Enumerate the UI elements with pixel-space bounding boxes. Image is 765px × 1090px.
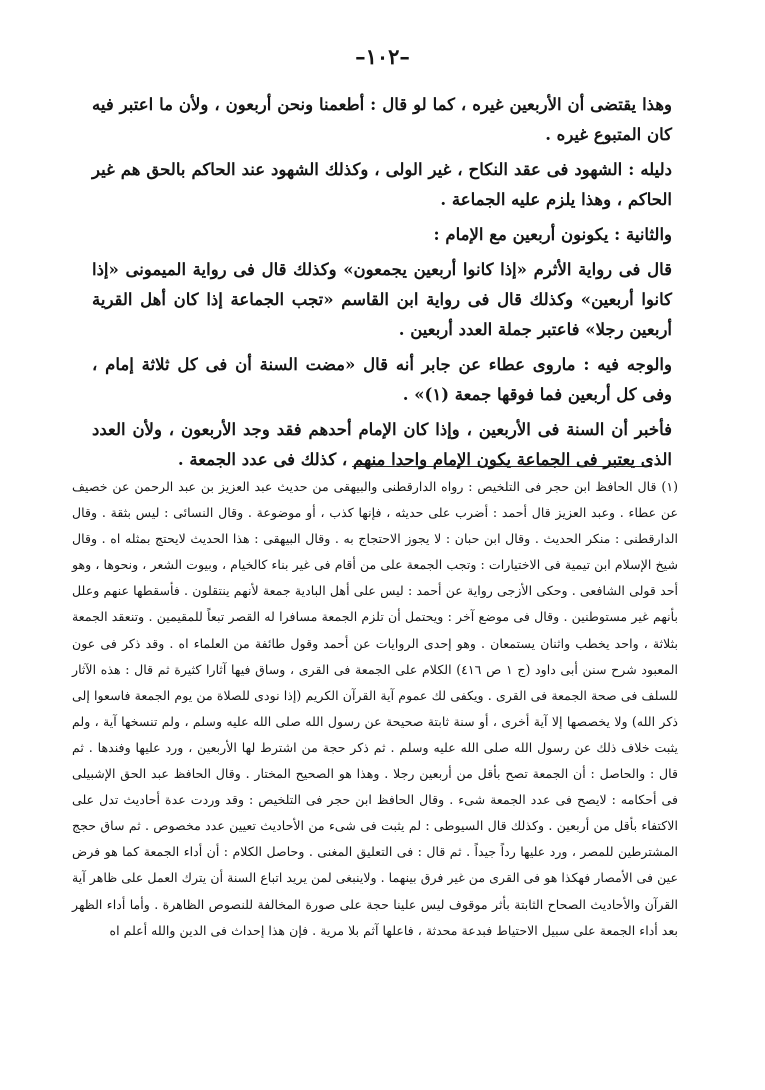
paragraph: والثانية : يكونون أربعين مع الإمام : xyxy=(433,225,672,244)
footnotes xyxy=(72,474,678,944)
paragraph: وهذا يقتضى أن الأربعين غيره ، كما لو قال : أطعمنا ونحن أربعون ، ولأن ما اعتبر فيه كان المتبوع غيره . xyxy=(92,95,672,144)
paragraph: والوجه فيه : ماروى عطاء عن جابر أنه قال «مضت السنة أن فى كل ثلاثة إمام ، وفى كل أربعين فما فوقها جمعة (١)» . xyxy=(92,355,672,404)
footnote-text: (١) قال الحافظ ابن حجر فى التلخيص : رواه الدارقطنى والبيهقى من حديث عبد العزيز بن عبد الرحمن عن خصيف عن عطاء . وعبد العزيز قال أحمد : أضرب على حديثه ، فإنها كذب ، أو موضوعة . وقال النسائى : ليس بثقة . وقال الدارقطنى : منكر الحديث . وقال ابن حبان : لا يجوز الاحتجاج به . وقال البيهقى : هذا الحديث لايحتج بمثله اه . وقال شيخ الإسلام ابن تيمية فى الاختيارات : وتجب الجمعة على من أقام فى غير بناء كالخيام ، وبيوت الشعر ، ونحوها ، وهو أحد قولى الشافعى . وحكى الأزجى رواية عن أحمد : ليس على أهل البادية جمعة لأنهم ينتقلون . فأسقطها عنهم وعلل بأنهم غير مستوطنين . وقال فى موضع آخر : ويحتمل أن تلزم الجمعة مسافرا له القصر تبعاً للمقيمين . وتنعقد الجمعة بثلاثة ، واحد يخطب واثنان يستمعان . وهو إحدى الروايات عن أحمد وقول طائفة من العلماء اه . وقد ذكر فى عون المعبود شرح سنن أبى داود (ج ١ ص ٤١٦) الكلام على الجمعة فى القرى ، وساق فيها آثارا كثيرة ثم قال : هذه الآثار للسلف فى صحة الجمعة فى القرى . ويكفى لك عموم آية القرآن الكريم (إذا نودى للصلاة من يوم الجمعة فاسعوا إلى ذكر الله) ولا يخصصها إلا آية أخرى ، أو سنة ثابتة صحيحة عن رسول الله صلى الله عليه وسلم ، ولم تنسخها آية ، ولم يثبت خلاف ذلك عن رسول الله صلى الله عليه وسلم . ثم ذكر حجة من اشترط لها الأربعين ، ورد عليها وفندها . ثم قال : والحاصل : أن الجمعة تصح بأقل من أربعين رجلا . وهذا هو الصحيح المختار . وقال الحافظ عبد الحق الإشبيلى فى أحكامه : لايصح فى عدد الجمعة شىء . وقال الحافظ ابن حجر فى التلخيص : وقد وردت عدة أحاديث تدل على الاكتفاء بأقل من أربعين . وكذلك قال السيوطى : لم يثبت فى شىء من الأحاديث تعيين عدد مخصوص . ثم ساق حجج المشترطين للمصر ، ورد عليها رداً جيداً . ثم قال : فى التعليق المغنى . وحاصل الكلام : أن أداء الجمعة كما هو فرض عين فى الأمصار فهكذا هو فى القرى من غير فرق بينهما . ولاينبغى لمن يريد اتباع السنة أن يترك العمل على ظاهر آية القرآن والأحاديث الصحاح الثابتة بأثر موقوف ليس علينا حجة على صورة المخالفة للنصوص الظاهرة . وأما أداء الظهر بعد أداء الجمعة على سبيل الاحتياط فبدعة محدثة ، فاعلها آثم بلا مرية . فإن هذا إحداث فى الدين والله أعلم اه xyxy=(72,479,678,938)
paragraph: دليله : الشهود فى عقد النكاح ، غير الولى ، وكذلك الشهود عند الحاكم بالحق هم غير الحاكم ، وهذا يلزم عليه الجماعة . xyxy=(92,160,672,209)
main-text xyxy=(92,90,672,480)
paragraph: قال فى رواية الأثرم «إذا كانوا أربعين يجمعون» وكذلك قال فى رواية الميمونى «إذا كانوا أربعين» وكذلك قال فى رواية ابن القاسم «تجب الجماعة إذا كان أهل القرية أربعين رجلا» فاعتبر جملة العدد أربعين . xyxy=(92,260,672,339)
paragraph: فأخبر أن السنة فى الأربعين ، وإذا كان الإمام أحدهم فقد وجد الأربعون ، ولأن العدد الذى يعتبر فى الجماعة يكون الإمام واحدا منهم ، كذلك فى عدد الجمعة . xyxy=(92,420,672,469)
page-number: –١٠٢– xyxy=(355,44,410,69)
footnote-separator xyxy=(352,466,652,467)
